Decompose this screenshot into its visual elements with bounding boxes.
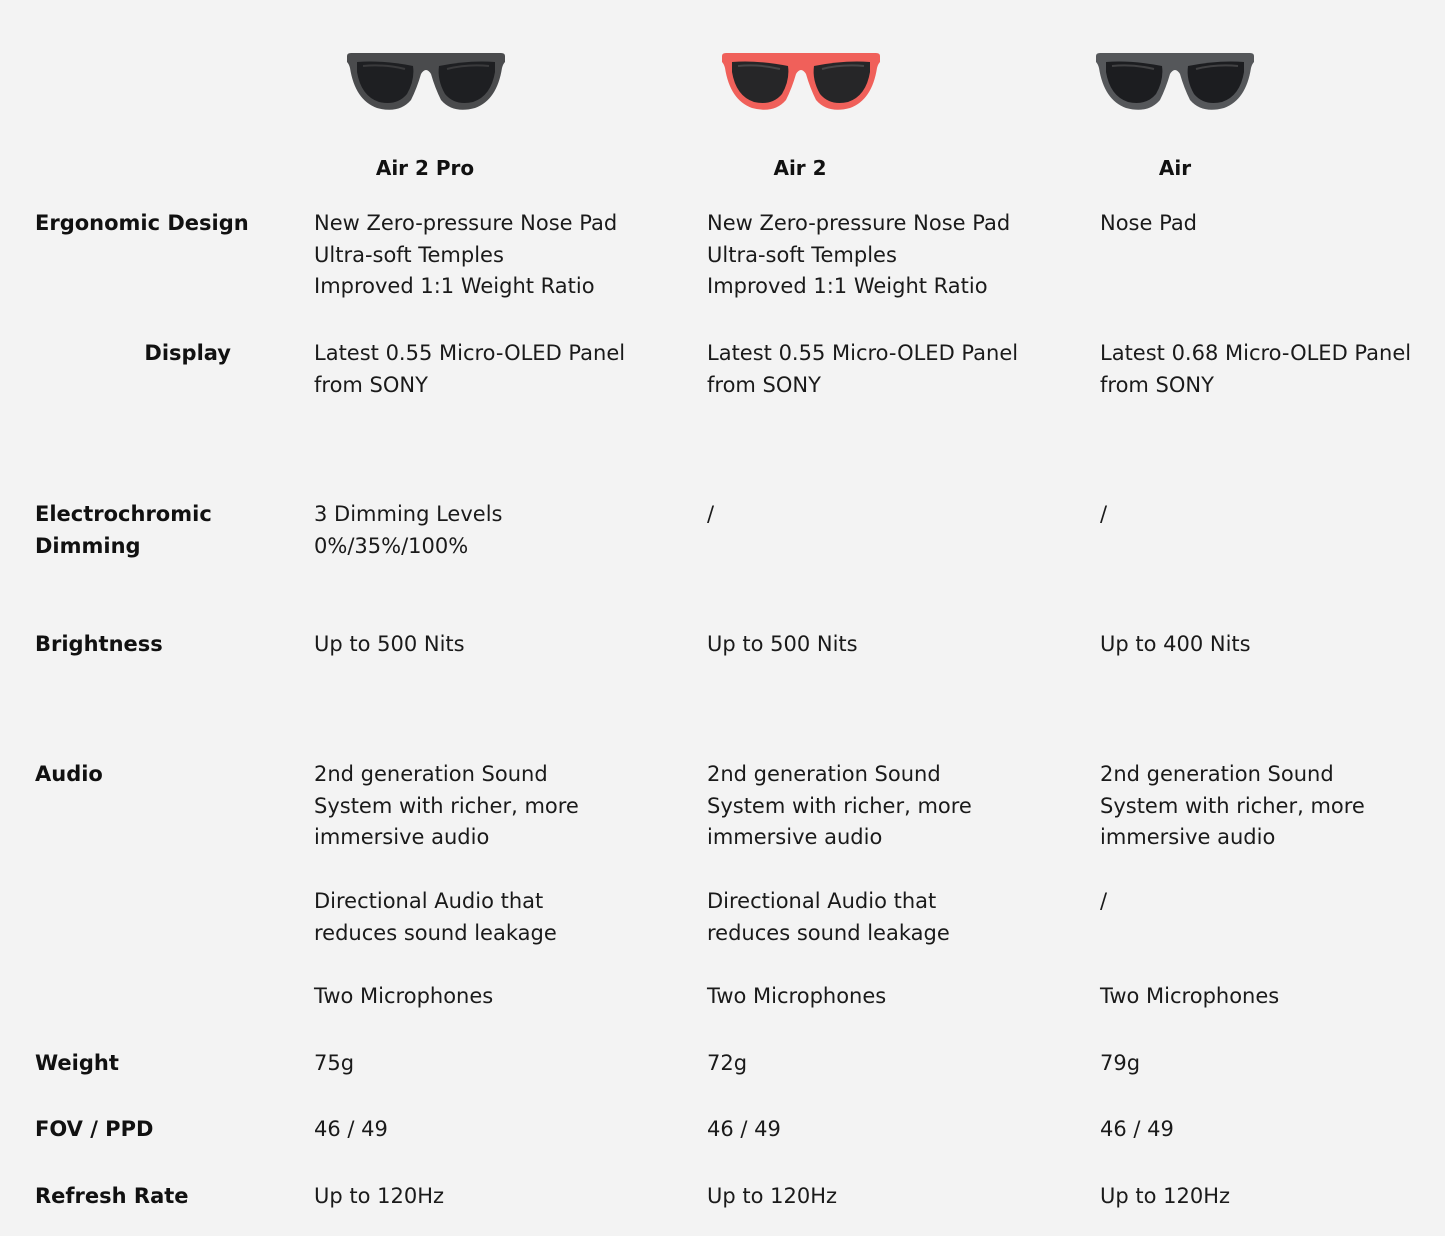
spec-line: 72g [707,1051,748,1075]
spec-cell [314,1048,354,1080]
spec-line: 75g [314,1051,355,1075]
spec-line: 3 Dimming Levels [314,502,503,526]
spec-line: Up to 500 Nits [314,632,465,656]
row-label [144,338,231,370]
spec-line: immersive audio [707,825,883,849]
sunglasses-icon [720,50,882,112]
spec-line: 46 / 49 [1100,1117,1174,1141]
row-label-line: FOV / PPD [35,1117,154,1141]
spec-line: Directional Audio that [707,889,937,913]
spec-line: Up to 400 Nits [1100,632,1251,656]
spec-line: Latest 0.55 Micro-OLED Panel [314,341,626,365]
spec-cell [314,886,557,949]
spec-cell [314,208,617,303]
spec-line: System with richer, more [1100,793,1365,818]
row-label [35,759,103,791]
spec-cell [1100,1114,1174,1146]
spec-line: immersive audio [314,825,490,849]
spec-line: Ultra-soft Temples [707,242,897,267]
spec-line: System with richer, more [707,793,972,818]
spec-cell [707,886,950,949]
spec-line: / [1100,502,1108,526]
spec-line: Directional Audio that [314,889,544,913]
row-label [35,1114,153,1146]
spec-line: System with richer, more [314,793,579,818]
spec-cell [314,981,493,1013]
spec-line: 46 / 49 [707,1117,781,1141]
product-name: Air [1158,156,1192,180]
spec-cell [707,338,1018,401]
spec-line: / [707,502,715,526]
row-label-line: Electrochromic [35,502,212,526]
row-label-line: Weight [35,1051,119,1075]
spec-line: from SONY [1100,372,1214,397]
spec-cell [1100,338,1411,401]
spec-cell [1100,1048,1140,1080]
spec-cell [707,629,858,661]
spec-cell [314,629,465,661]
spec-cell [707,499,714,531]
row-label-line: Audio [35,762,103,786]
spec-line: 2nd generation Sound [314,762,548,786]
spec-line: 79g [1100,1051,1141,1075]
spec-line: Two Microphones [1100,984,1280,1008]
row-label-line: Brightness [35,632,163,656]
spec-cell [707,759,972,854]
row-label-line: Refresh Rate [35,1184,189,1208]
spec-line: Up to 120Hz [707,1184,838,1208]
spec-line: Latest 0.68 Micro-OLED Panel [1100,341,1412,365]
spec-cell [1100,629,1251,661]
sunglasses-icon [345,50,507,112]
spec-line: Two Microphones [707,984,887,1008]
spec-line: 2nd generation Sound [1100,762,1334,786]
spec-cell [314,338,625,401]
sunglasses-icon [1094,50,1256,112]
row-label-line: Ergonomic Design [35,211,249,235]
spec-line: reduces sound leakage [707,920,950,945]
spec-line: / [1100,889,1108,913]
spec-cell [707,981,886,1013]
spec-line: 2nd generation Sound [707,762,941,786]
spec-line: Up to 120Hz [314,1184,445,1208]
spec-line: from SONY [707,372,821,397]
spec-line: Improved 1:1 Weight Ratio [314,274,595,298]
row-label [35,629,163,661]
spec-cell [314,1114,388,1146]
row-label [35,1181,189,1213]
spec-line: New Zero-pressure Nose Pad [707,211,1011,235]
spec-line: Two Microphones [314,984,494,1008]
row-label [35,499,212,562]
spec-line: from SONY [314,372,428,397]
row-label [35,1048,119,1080]
spec-cell [314,1181,444,1213]
spec-cell [1100,208,1197,240]
product-name: Air 2 Pro [375,156,475,180]
spec-line: Up to 120Hz [1100,1184,1231,1208]
spec-cell [1100,886,1107,918]
spec-cell [1100,1181,1230,1213]
spec-line: 0%/35%/100% [314,533,469,558]
product-name: Air 2 [773,156,827,180]
spec-cell [707,1114,781,1146]
spec-line: Improved 1:1 Weight Ratio [707,274,988,298]
spec-line: New Zero-pressure Nose Pad [314,211,618,235]
row-label-line: Display [144,341,231,365]
spec-cell [1100,759,1365,854]
spec-cell [1100,499,1107,531]
spec-line: 46 / 49 [314,1117,388,1141]
spec-cell [1100,981,1279,1013]
spec-cell [707,1181,837,1213]
row-label [35,208,249,240]
spec-cell [314,759,579,854]
spec-cell [707,1048,747,1080]
spec-line: immersive audio [1100,825,1276,849]
spec-line: Ultra-soft Temples [314,242,504,267]
spec-line: Latest 0.55 Micro-OLED Panel [707,341,1019,365]
spec-cell [707,208,1010,303]
spec-line: reduces sound leakage [314,920,557,945]
spec-line: Up to 500 Nits [707,632,858,656]
spec-line: Nose Pad [1100,211,1198,235]
row-label-line: Dimming [35,533,141,558]
spec-cell [314,499,502,562]
